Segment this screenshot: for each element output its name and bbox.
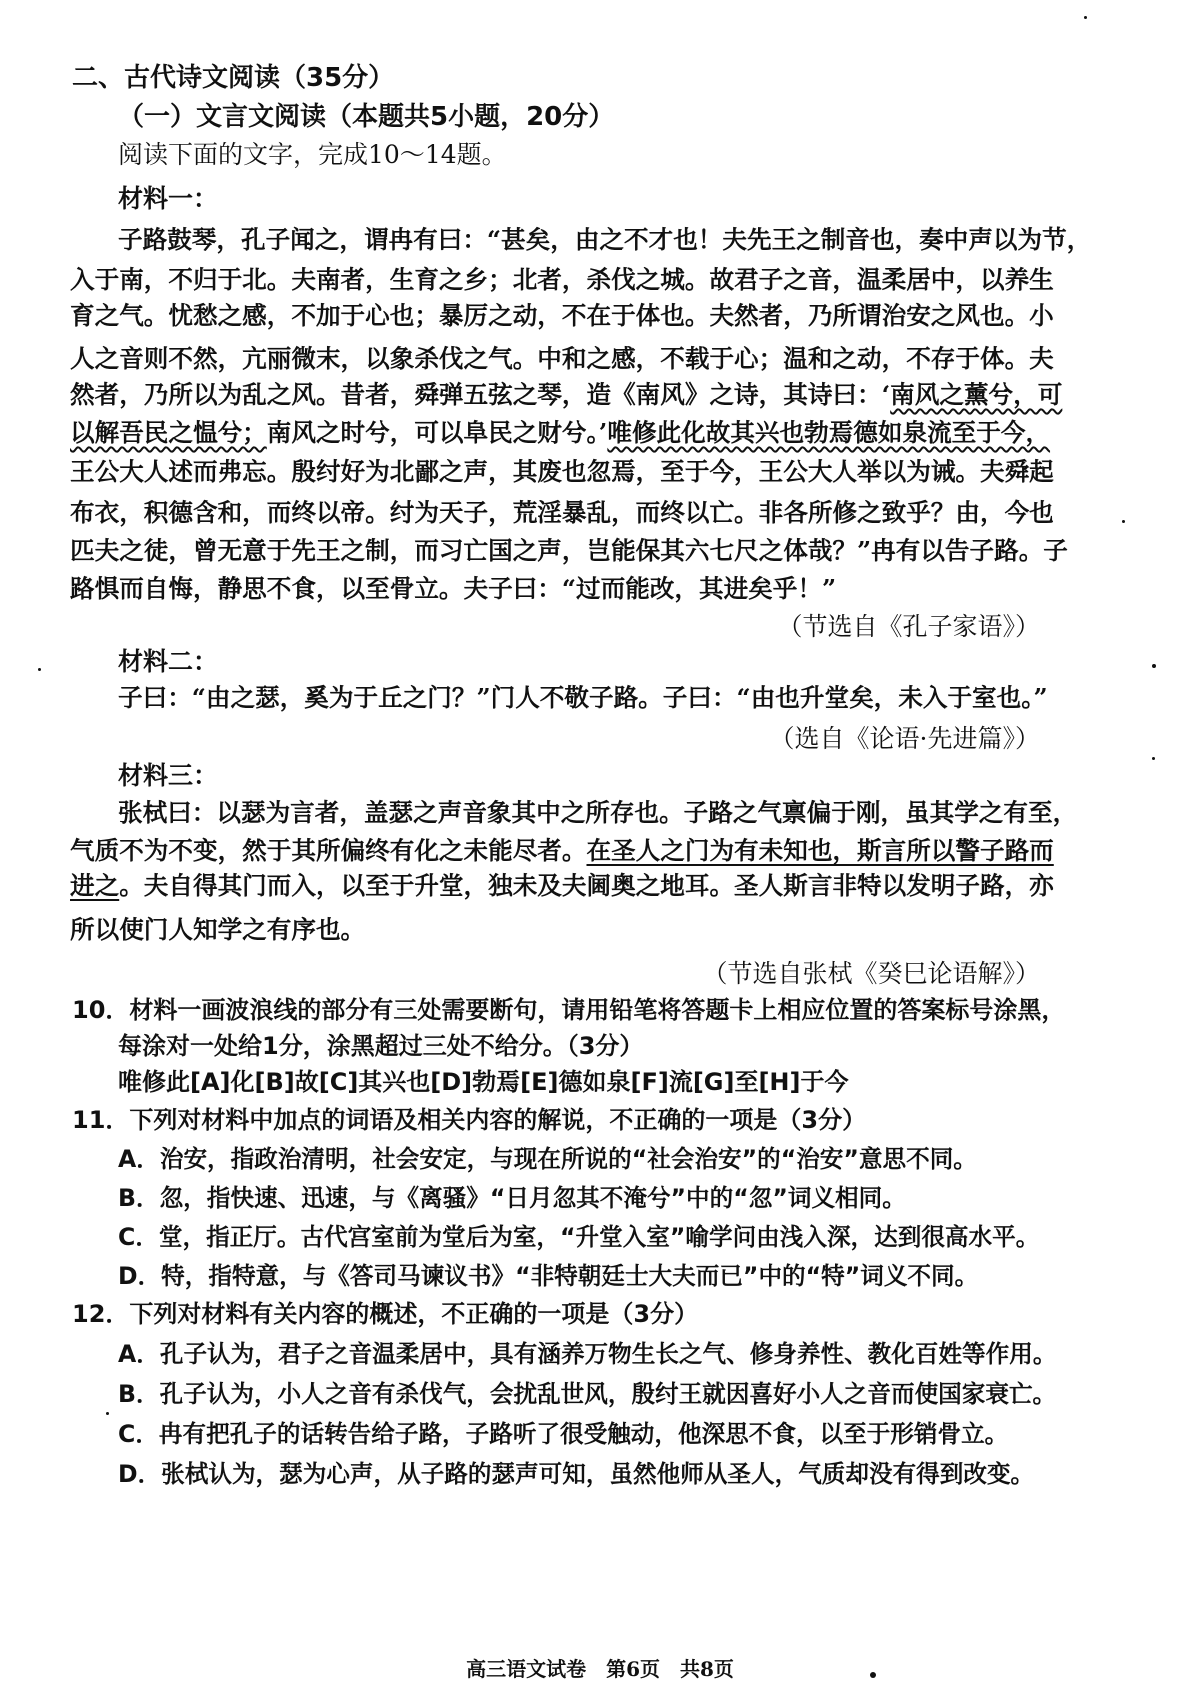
material2-source: （选自《论语·先进篇》） — [769, 724, 1040, 753]
poem-wavy-part-1: 南风之薰兮，可 — [890, 380, 1063, 409]
scan-speck — [1152, 757, 1155, 760]
question-10-options: 唯修此[A]化[B]故[C]其兴也[D]勃焉[E]德如泉[F]流[G]至[H]于今 — [118, 1068, 849, 1096]
sentence-break-wavy-text: 唯修此化故其兴也勃焉德如泉流至于今， — [607, 418, 1051, 447]
scan-speck — [38, 668, 41, 671]
question-10-stem: 10．材料一画波浪线的部分有三处需要断句，请用铅笔将答题卡上相应位置的答案标号涂黑， — [72, 996, 1066, 1024]
scan-speck — [106, 1412, 109, 1415]
material1-line-2: 入于南，不归于北。夫南者，生育之乡；北者，杀伐之城。故君子之音，温柔居中，以养生 — [70, 265, 1054, 294]
question-11-option-c: C．堂，指正厅。古代宫室前为堂后为室，“升堂入室”喻学问由浅入深，达到很高水平。 — [118, 1223, 1040, 1251]
material3-line-2 — [70, 835, 1054, 867]
scan-speck — [870, 1672, 876, 1678]
question-12-option-b: B．孔子认为，小人之音有杀伐气，会扰乱世风，殷纣王就因喜好小人之音而使国家衰亡。 — [118, 1380, 1057, 1408]
material1-line-7: 王公大人述而弗忘。殷纣好为北鄙之声，其废也忽焉，至于今，王公大人举以为诫。夫舜起 — [70, 457, 1054, 486]
subsection-title: （一）文言文阅读（本题共5小题，20分） — [118, 102, 615, 132]
material3-line-4: 所以使门人知学之有序也。 — [70, 915, 366, 944]
question-11-option-b: B．忽，指快速、迅速，与《离骚》“日月忽其不淹兮”中的“忽”词义相同。 — [118, 1184, 906, 1212]
page-footer: 高三语文试卷 第6页 共8页 — [466, 1657, 734, 1681]
material1-line-3: 育之气。忧愁之感，不加于心也；暴厉之动，不在于体也。夫然者，乃所谓治安之风也。小 — [70, 301, 1054, 330]
material1-line-10: 路惧而自悔，静思不食，以至骨立。夫子曰：“过而能改，其进矣乎！” — [70, 574, 837, 603]
scan-speck — [1084, 16, 1087, 19]
question-12-stem: 12．下列对材料有关内容的概述，不正确的一项是（3分） — [72, 1300, 699, 1328]
question-10-rule: 每涂对一处给1分，涂黑超过三处不给分。（3分） — [118, 1032, 644, 1060]
material1-line-6 — [70, 417, 1050, 449]
scan-speck — [1152, 664, 1156, 668]
material3-line-1: 张栻曰：以瑟为言者，盖瑟之声音象其中之所存也。子路之气禀偏于刚，虽其学之有至， — [118, 798, 1078, 827]
material1-line-5 — [70, 379, 1062, 411]
scan-speck — [1122, 520, 1125, 523]
question-12-option-c: C．冉有把孔子的话转告给子路，子路听了很受触动，他深思不食，以至于形销骨立。 — [118, 1420, 1009, 1448]
material3-line-3 — [70, 870, 1054, 902]
material1-source: （节选自《孔子家语》） — [777, 612, 1040, 641]
section-title: 二、古代诗文阅读（35分） — [72, 63, 395, 93]
material1-line-1: 子路鼓琴，孔子闻之，谓冉有曰：“甚矣，由之不才也！夫先王之制音也，奏中声以为节， — [118, 225, 1092, 254]
material3-line-2-text: 气质不为不变，然于其所偏终有化之未能尽者。 — [70, 836, 587, 865]
material1-line-4: 人之音则不然，亢丽微末，以象杀伐之气。中和之感，不载于心；温和之动，不存于体。夫 — [70, 344, 1054, 373]
material2-line-1: 子曰：“由之瑟，奚为于丘之门？”门人不敬子路。子曰：“由也升堂矣，未入于室也。” — [118, 683, 1048, 712]
question-11-option-d: D．特，指特意，与《答司马谏议书》“非特朝廷士大夫而已”中的“特”词义不同。 — [118, 1262, 979, 1290]
material3-line-3-text: 。夫自得其门而入，以至于升堂，独未及夫阃奥之地耳。圣人斯言非特以发明子路，亦 — [119, 871, 1054, 900]
material1-line-5-text: 然者，乃所以为乱之风。昔者，舜弹五弦之琴，造《南风》之诗，其诗曰：‘ — [70, 380, 891, 409]
question-12-option-a: A．孔子认为，君子之音温柔居中，具有涵养万物生长之气、修身养性、教化百姓等作用。 — [118, 1340, 1057, 1368]
question-11-option-a: A．治安，指政治清明，社会安定，与现在所说的“社会治安”的“治安”意思不同。 — [118, 1145, 977, 1173]
material1-line-8: 布衣，积德含和，而终以帝。纣为天子，荒淫暴乱，而终以亡。非各所修之致乎？由，今也 — [70, 498, 1054, 527]
material1-heading: 材料一： — [118, 184, 219, 213]
question-11-stem: 11．下列对材料中加点的词语及相关内容的解说，不正确的一项是（3分） — [72, 1106, 867, 1134]
material1-line-9: 匹夫之徒，曾无意于先王之制，而习亡国之声，岂能保其六七尺之体哉？”冉有以告子路。子 — [70, 536, 1068, 565]
question-12-option-d: D．张栻认为，瑟为心声，从子路的瑟声可知，虽然他师从圣人，气质却没有得到改变。 — [118, 1460, 1035, 1488]
material3-heading: 材料三： — [118, 761, 219, 790]
poem-wavy-part-2: 以解吾民之愠兮； — [70, 418, 267, 447]
translation-underlined-part-2: 进之 — [70, 871, 120, 900]
translation-underlined-part-1: 在圣人之门为有未知也，斯言所以警子路而 — [586, 836, 1054, 865]
instruction-text: 阅读下面的文字，完成10～14题。 — [118, 140, 507, 169]
material3-source: （节选自张栻《癸巳论语解》） — [702, 959, 1040, 988]
material2-heading: 材料二： — [118, 647, 219, 676]
material1-line-6-text: 南风之时兮，可以阜民之财兮。’ — [266, 418, 608, 447]
